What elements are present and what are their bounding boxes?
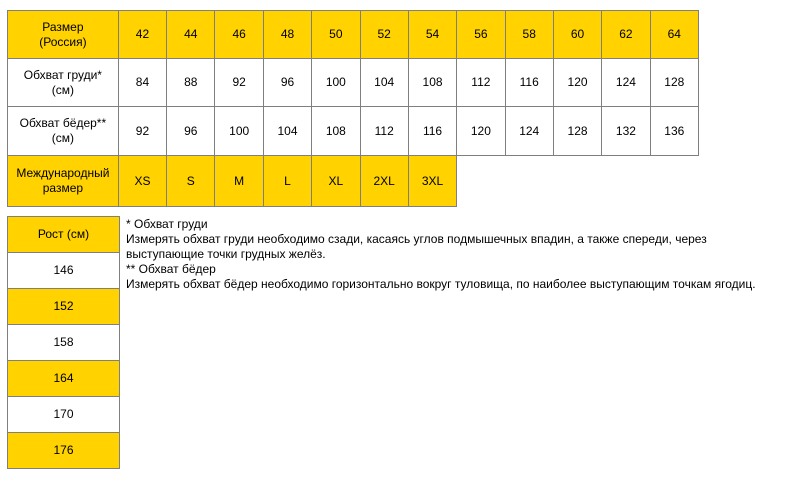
empty-cell: [505, 156, 553, 207]
table-cell: 128: [553, 107, 601, 156]
size-chart-table: [7, 10, 699, 207]
table-cell: 100: [215, 107, 263, 156]
size-russia-row: [8, 11, 699, 59]
hip-girth-row: [8, 107, 699, 156]
table-cell: 92: [118, 107, 166, 156]
table-cell: 58: [505, 11, 553, 59]
table-cell: 64: [650, 11, 698, 59]
height-cell: 176: [8, 433, 120, 469]
table-cell: 46: [215, 11, 263, 59]
table-cell: 128: [650, 59, 698, 107]
table-cell: 50: [312, 11, 360, 59]
table-cell: 120: [457, 107, 505, 156]
empty-cell: [553, 156, 601, 207]
table-cell: 108: [312, 107, 360, 156]
table-cell: 112: [360, 107, 408, 156]
table-cell: 104: [263, 107, 311, 156]
table-cell: 88: [167, 59, 215, 107]
height-cell: 170: [8, 397, 120, 433]
table-cell: 136: [650, 107, 698, 156]
hips-note-text: Измерять обхват бёдер необходимо горизонтально вокруг туловища, по наиболее выступающим точкам ягодиц.: [126, 277, 756, 291]
table-cell: 3XL: [408, 156, 456, 207]
empty-cell: [650, 156, 698, 207]
hips-note-title: ** Обхват бёдер: [126, 262, 216, 276]
table-cell: 54: [408, 11, 456, 59]
chest-note-line2: выступающие точки грудных желёз.: [126, 247, 326, 261]
table-cell: 112: [457, 59, 505, 107]
height-cell: 146: [8, 253, 120, 289]
table-cell: L: [263, 156, 311, 207]
height-cell: 164: [8, 361, 120, 397]
table-cell: 96: [263, 59, 311, 107]
row-label: Обхват бёдер** (см): [8, 107, 119, 156]
height-cell: 152: [8, 289, 120, 325]
table-cell: 48: [263, 11, 311, 59]
table-cell: S: [167, 156, 215, 207]
row-label: Размер (Россия): [8, 11, 119, 59]
chest-girth-row: [8, 59, 699, 107]
table-cell: 60: [553, 11, 601, 59]
table-cell: 116: [408, 107, 456, 156]
table-cell: M: [215, 156, 263, 207]
table-cell: 56: [457, 11, 505, 59]
empty-cell: [457, 156, 505, 207]
table-cell: 108: [408, 59, 456, 107]
table-cell: 116: [505, 59, 553, 107]
table-cell: 62: [602, 11, 650, 59]
row-label: Международный размер: [8, 156, 119, 207]
table-cell: XS: [118, 156, 166, 207]
table-cell: 52: [360, 11, 408, 59]
height-table: [7, 216, 120, 469]
empty-cell: [602, 156, 650, 207]
table-cell: 92: [215, 59, 263, 107]
measurement-notes: [126, 217, 801, 292]
table-cell: 2XL: [360, 156, 408, 207]
table-cell: 42: [118, 11, 166, 59]
table-cell: 96: [167, 107, 215, 156]
table-cell: XL: [312, 156, 360, 207]
table-cell: 132: [602, 107, 650, 156]
table-cell: 84: [118, 59, 166, 107]
chest-note-title: * Обхват груди: [126, 217, 208, 231]
height-cell: 158: [8, 325, 120, 361]
table-cell: 104: [360, 59, 408, 107]
international-size-row: [8, 156, 699, 207]
table-cell: 120: [553, 59, 601, 107]
chest-note-line1: Измерять обхват груди необходимо сзади, касаясь углов подмышечных впадин, а также спереди, через: [126, 232, 707, 246]
height-header: Рост (см): [8, 217, 120, 253]
table-cell: 100: [312, 59, 360, 107]
table-cell: 124: [602, 59, 650, 107]
row-label: Обхват груди* (см): [8, 59, 119, 107]
table-cell: 124: [505, 107, 553, 156]
table-cell: 44: [167, 11, 215, 59]
